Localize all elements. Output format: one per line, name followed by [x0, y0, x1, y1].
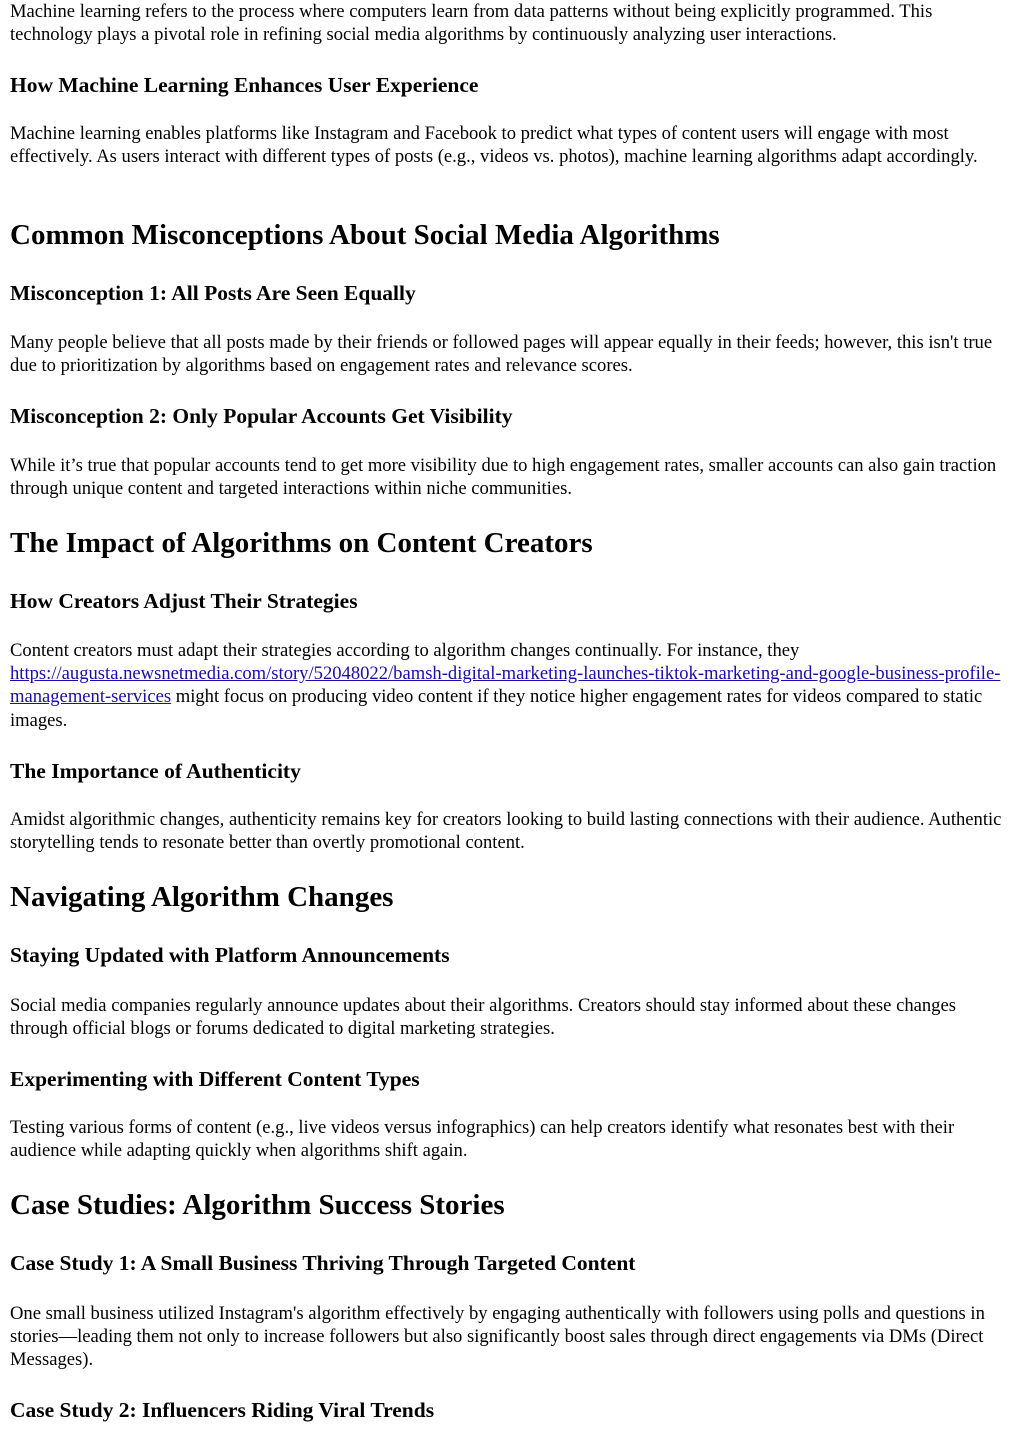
- creators-text-after: might focus on producing video content if they notice higher engagement rates for videos compared to static images.: [10, 686, 983, 731]
- heading-experimenting: Experimenting with Different Content Types: [10, 1067, 420, 1091]
- article-link[interactable]: https://augusta.newsnetmedia.com/story/52048022/bamsh-digital-marketing-launches-tiktok-marketing-and-google-business-profile-management-services: [10, 663, 1001, 708]
- creators-text-before: Content creators must adapt their strategies according to algorithm changes continually. For instance, they: [10, 640, 800, 661]
- creators-adjust-paragraph: [10, 639, 1014, 732]
- misconception-2-paragraph: While it’s true that popular accounts tend to get more visibility due to high engagement rates, smaller accounts can also gain traction through unique content and targeted interactions within niche communities.: [10, 455, 997, 500]
- heading-misconceptions: Common Misconceptions About Social Media Algorithms: [10, 219, 720, 251]
- misconception-1-paragraph: Many people believe that all posts made by their friends or followed pages will appear equally in their feeds; however, this isn't true due to prioritization by algorithms based on engagement rates and relevance scores.: [10, 332, 993, 377]
- experimenting-paragraph: Testing various forms of content (e.g., live videos versus infographics) can help creators identify what resonates best with their audience while adapting quickly when algorithms shift again.: [10, 1117, 955, 1162]
- heading-misconception-1: Misconception 1: All Posts Are Seen Equally: [10, 281, 416, 305]
- authenticity-paragraph: Amidst algorithmic changes, authenticity remains key for creators looking to build lasting connections with their audience. Authentic storytelling tends to resonate better than overtly promotional content.: [10, 809, 1002, 854]
- ml-enhances-paragraph: Machine learning enables platforms like Instagram and Facebook to predict what types of content users will engage with most effectively. As users interact with different types of posts (e.g., videos vs. photos), machine learning algorithms adapt accordingly.: [10, 123, 978, 168]
- staying-updated-paragraph: Social media companies regularly announce updates about their algorithms. Creators should stay informed about these changes through official blogs or forums dedicated to digital marketing strategies.: [10, 995, 956, 1040]
- heading-ml-enhances: How Machine Learning Enhances User Experience: [10, 73, 479, 97]
- heading-impact: The Impact of Algorithms on Content Creators: [10, 527, 593, 559]
- heading-navigating: Navigating Algorithm Changes: [10, 881, 394, 913]
- case-study-1-paragraph: One small business utilized Instagram's algorithm effectively by engaging authentically with followers using polls and questions in stories—leading them not only to increase followers but also significantly boost sales through direct engagements via DMs (Direct Messages).: [10, 1303, 985, 1371]
- heading-creators-adjust: How Creators Adjust Their Strategies: [10, 589, 358, 613]
- heading-misconception-2: Misconception 2: Only Popular Accounts Get Visibility: [10, 404, 513, 428]
- heading-case-study-2: Case Study 2: Influencers Riding Viral Trends: [10, 1398, 435, 1422]
- heading-case-study-1: Case Study 1: A Small Business Thriving Through Targeted Content: [10, 1251, 636, 1275]
- intro-paragraph: Machine learning refers to the process where computers learn from data patterns without being explicitly programmed. This technology plays a pivotal role in refining social media algorithms by continuously analyzing user interactions.: [10, 1, 933, 46]
- heading-authenticity: The Importance of Authenticity: [10, 759, 301, 783]
- heading-case-studies: Case Studies: Algorithm Success Stories: [10, 1189, 505, 1221]
- heading-staying-updated: Staying Updated with Platform Announcements: [10, 943, 450, 967]
